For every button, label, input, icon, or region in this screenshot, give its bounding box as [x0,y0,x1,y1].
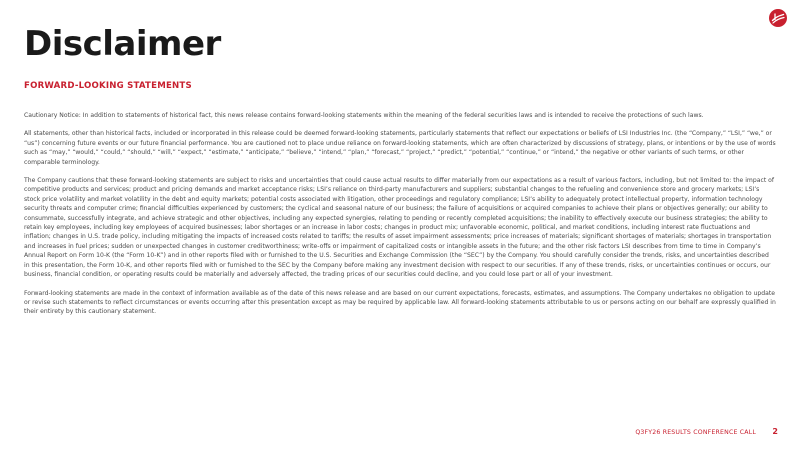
section-heading: FORWARD-LOOKING STATEMENTS [24,81,192,91]
lsi-logo-icon [768,8,788,28]
paragraph-cautionary-notice: Cautionary Notice: In addition to statements of historical fact, this news release contains forward-looking statements within the meaning of the federal securities laws and is intended to receive the protections of such laws. [24,112,704,119]
paragraph-context: Forward-looking statements are made in the context of information available as of the date of this news release and are based on our current expectations, forecasts, estimates, and assumptions. The Company undertakes no obligation to update or revise such statements to reflect circumstances or events occurring after this presentation except as may be required by applicable law. All forward-looking statements attributable to us or persons acting on our behalf are expressly qualified in their entirety by this cautionary statement. [24,289,776,316]
disclaimer-body [24,111,776,326]
paragraph-forward-looking-definition: All statements, other than historical facts, included or incorporated in this release could be deemed forward-looking statements, particularly statements that reflect our expectations or beliefs of LSI Industries Inc. (the “Company,” “LSI,” “we,” or “us”) concerning future events or our future financial performance. You are cautioned not to place undue reliance on forward-looking statements, which are often characterized by discussions of strategy, plans, or intentions or by the use of words such as “may,” “would,” “could,” “should,” “will,” “expect,” “estimate,” “anticipate,” “believe,” “intend,” “plan,” “forecast,” “project,” “predict,” “potential,” “continue,” or “intend,” the negative or other variants of such terms, or other comparable terminology. [24,130,776,166]
page-number: 2 [772,427,778,436]
page-title: Disclaimer [24,24,221,64]
footer-label: Q3FY26 RESULTS CONFERENCE CALL [635,429,756,436]
paragraph-risk-factors: The Company cautions that these forward-looking statements are subject to risks and uncertainties that could cause actual results to differ materially from our expectations as a result of various factors, including, but not limited to: the impact of competitive products and services; product and pricing demands and market acceptance risks; LSI’s reliance on third-party manufacturers and suppliers; substantial changes to the refueling and convenience store and grocery markets; LSI’s stock price volatility and market volatility in the debt and equity markets; potential costs associated with litigation, other proceedings and regulatory compliance; LSI’s ability to adequately protect intellectual property, information technology security threats and computer crime; financial difficulties experienced by customers; the cyclical and seasonal nature of our business; the failure of acquisitions or acquired companies to achieve their plans or objectives generally; our ability to consummate, successfully integrate, and achieve strategic and other objectives, including any expected synergies, relating to pending or recently completed acquisitions; the inability to effectively execute our business strategies; the ability to retain key employees, including key employees of acquired businesses; labor shortages or an increase in labor costs; changes in product mix; unfavorable economic, political, and market conditions, including interest rate fluctuations and inflation; changes in U.S. trade policy, including mitigating the impacts of increased costs related to tariffs; the results of asset impairment assessments; price increases of materials; significant shortages of materials; shortages in transportation and increases in fuel prices; sudden or unexpected changes in customer creditworthiness; write-offs or impairment of capitalized costs or intangible assets in the future; and the other risk factors LSI describes from time to time in Company’s Annual Report on Form 10-K (the “Form 10-K”) and in other reports filed with or furnished to the U.S. Securities and Exchange Commission (the “SEC”) by the Company. You should carefully consider the trends, risks, and uncertainties described in this presentation, the Form 10-K, and other reports filed with or furnished to the SEC by the Company before making any investment decision with respect to our securities. If any of these trends, risks, or uncertainties continues or occurs, our business, financial condition, or operating results could be materially and adversely affected, the trading prices of our securities could decline, and you could lose part or all of your investment. [24,177,775,279]
